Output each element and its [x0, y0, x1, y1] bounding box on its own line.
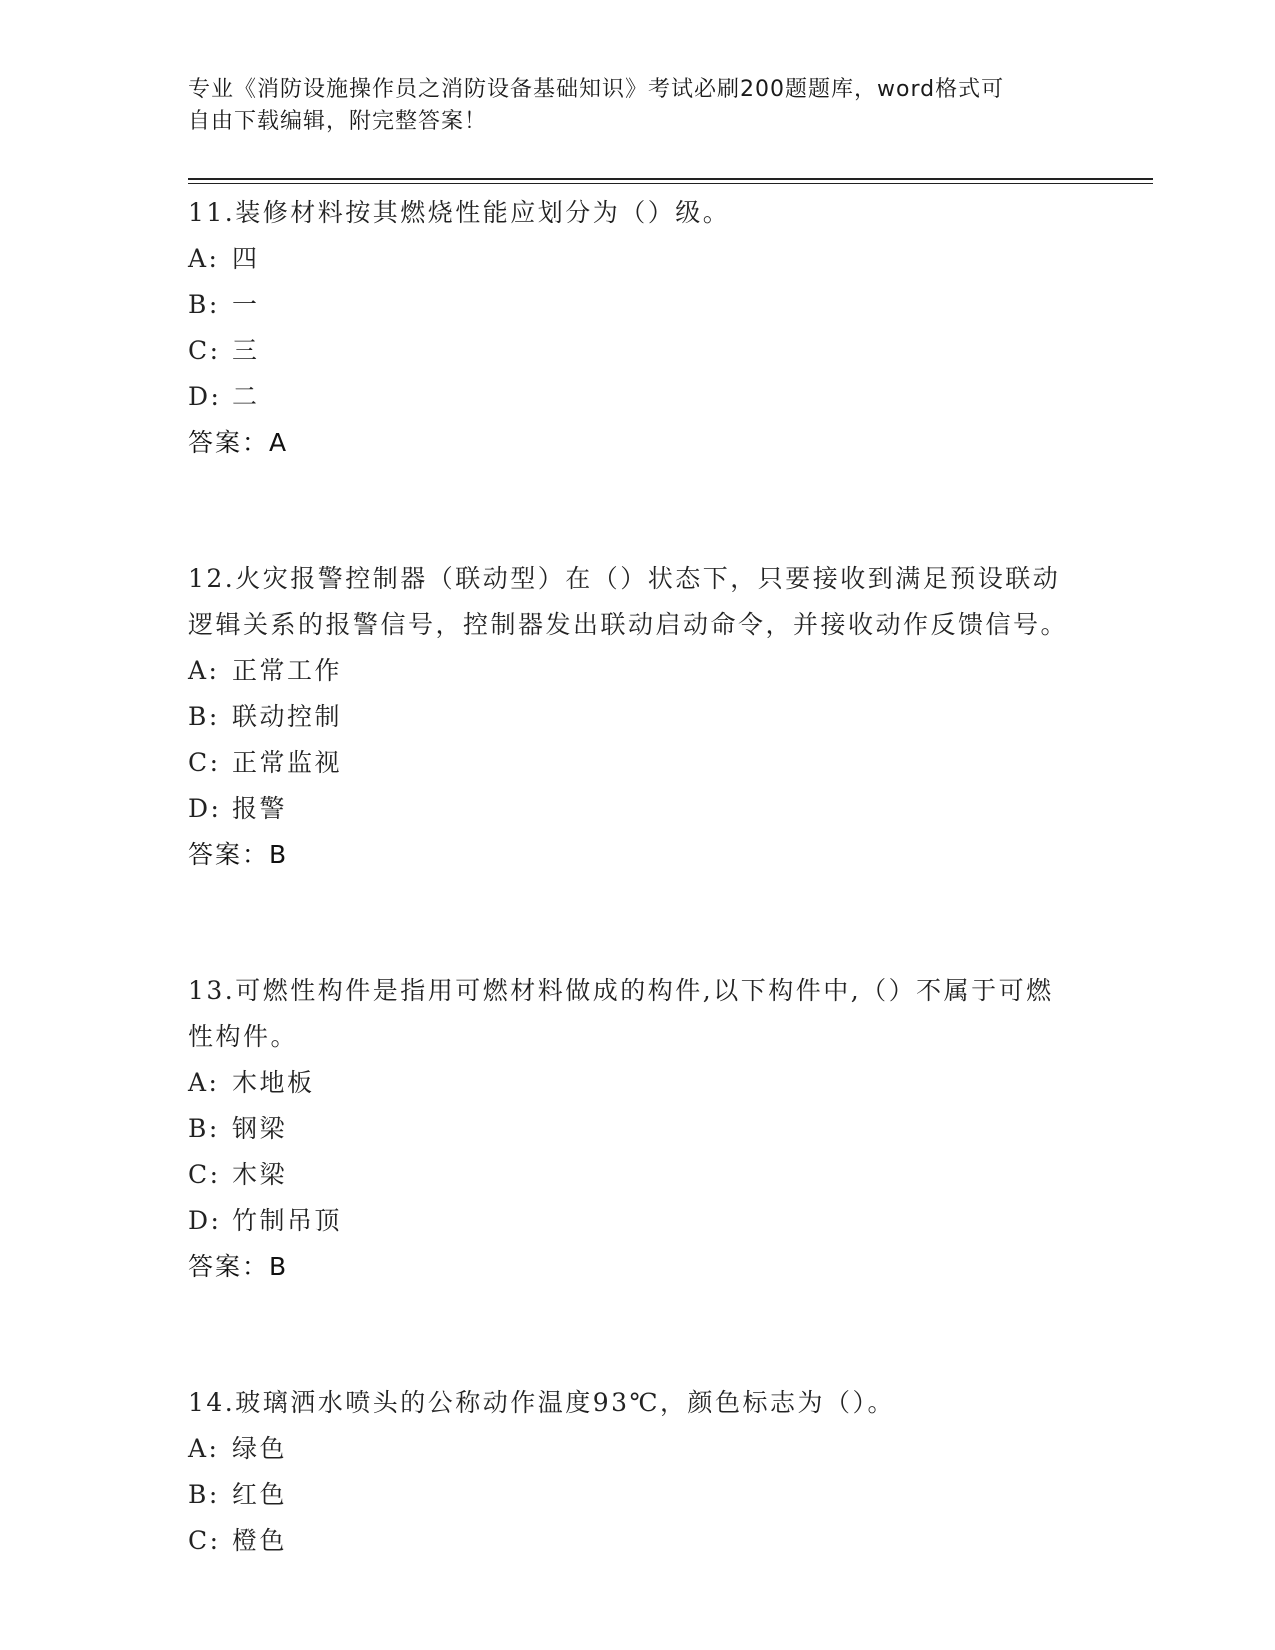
option-text: 木地板 — [232, 1068, 315, 1097]
option-text: 橙色 — [232, 1526, 288, 1555]
option-text: 报警 — [232, 794, 288, 823]
question-11 — [188, 190, 1068, 466]
option-c — [188, 328, 1068, 374]
option-a — [188, 1426, 1068, 1472]
option-c — [188, 1152, 1068, 1198]
header-title-line-1: 专业《消防设施操作员之消防设备基础知识》考试必刷200题题库，word格式可 — [188, 77, 1005, 102]
option-text: 一 — [232, 290, 260, 319]
option-key: C: — [188, 336, 221, 365]
question-list — [188, 190, 1068, 1564]
option-key: A: — [188, 244, 220, 273]
question-stem: 14.玻璃洒水喷头的公称动作温度93℃，颜色标志为（）。 — [188, 1388, 896, 1417]
option-key: C: — [188, 1526, 221, 1555]
option-key: B: — [188, 1480, 220, 1509]
option-d — [188, 374, 1068, 420]
option-b — [188, 694, 1068, 740]
option-text: 四 — [232, 244, 260, 273]
option-key: C: — [188, 748, 221, 777]
option-text: 绿色 — [232, 1434, 288, 1463]
option-key: B: — [188, 290, 220, 319]
question-12 — [188, 556, 1068, 878]
option-key: A: — [188, 1068, 220, 1097]
header-divider — [188, 178, 1153, 184]
option-text: 正常工作 — [232, 656, 343, 685]
option-d — [188, 1198, 1068, 1244]
option-d — [188, 786, 1068, 832]
option-b — [188, 1106, 1068, 1152]
option-key: D: — [188, 382, 222, 411]
answer-line: 答案：A — [188, 428, 289, 457]
option-b — [188, 1472, 1068, 1518]
option-key: A: — [188, 1434, 220, 1463]
option-text: 红色 — [232, 1480, 288, 1509]
question-14 — [188, 1380, 1068, 1564]
document-header — [188, 74, 1068, 138]
option-a — [188, 1060, 1068, 1106]
header-title-line-2: 自由下载编辑，附完整答案！ — [188, 109, 488, 134]
answer-line: 答案：B — [188, 840, 289, 869]
option-key: B: — [188, 1114, 220, 1143]
option-key: C: — [188, 1160, 221, 1189]
option-a — [188, 648, 1068, 694]
option-text: 三 — [232, 336, 260, 365]
option-text: 钢梁 — [232, 1114, 288, 1143]
option-c — [188, 740, 1068, 786]
option-text: 联动控制 — [232, 702, 343, 731]
option-a — [188, 236, 1068, 282]
option-text: 正常监视 — [232, 748, 343, 777]
option-b — [188, 282, 1068, 328]
option-text: 竹制吊顶 — [232, 1206, 343, 1235]
option-key: D: — [188, 1206, 222, 1235]
question-stem: 13.可燃性构件是指用可燃材料做成的构件,以下构件中,（）不属于可燃性构件。 — [188, 976, 1054, 1051]
option-key: B: — [188, 702, 220, 731]
question-13 — [188, 968, 1068, 1290]
option-c — [188, 1518, 1068, 1564]
option-key: A: — [188, 656, 220, 685]
question-stem: 11.装修材料按其燃烧性能应划分为（）级。 — [188, 198, 731, 227]
option-text: 木梁 — [232, 1160, 288, 1189]
option-text: 二 — [232, 382, 260, 411]
answer-line: 答案：B — [188, 1252, 289, 1281]
option-key: D: — [188, 794, 222, 823]
question-stem: 12.火灾报警控制器（联动型）在（）状态下，只要接收到满足预设联动逻辑关系的报警信号，控制器发出联动启动命令，并接收动作反馈信号。 — [188, 564, 1069, 639]
